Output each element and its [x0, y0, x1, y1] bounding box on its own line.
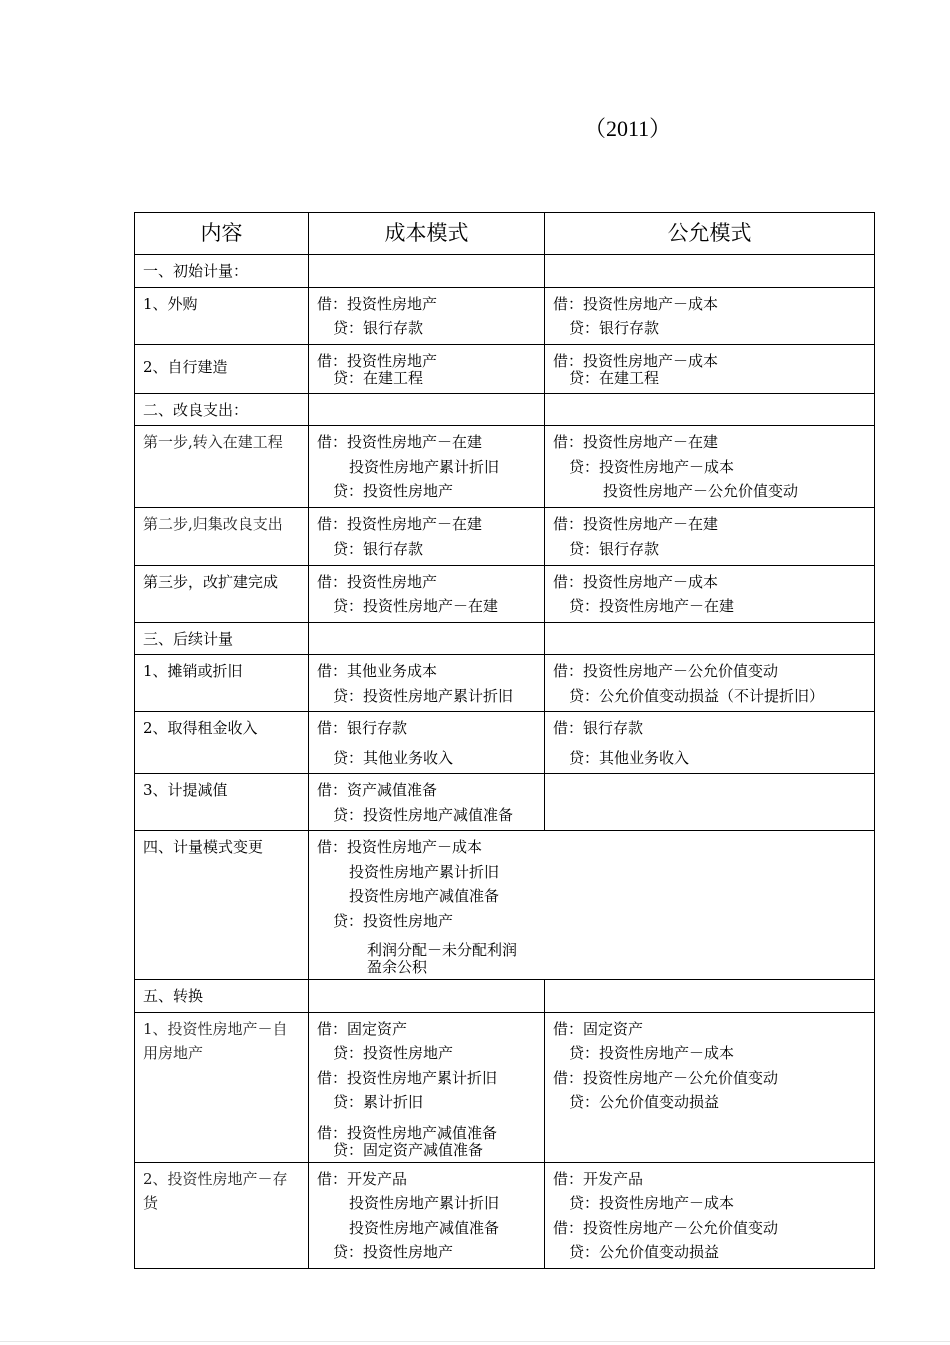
fair-entries [545, 287, 875, 344]
entry-line: 投资性房地产减值准备 [349, 887, 500, 905]
entry-line: 借：投资性房地产－在建 [553, 433, 719, 451]
entry-line: 贷：投资性房地产 [333, 911, 454, 930]
entry-line: 借：投资性房地产 [317, 572, 438, 591]
entry-line: 借：固定资产 [317, 1019, 408, 1038]
entry-line: 贷：投资性房地产－成本 [569, 1194, 735, 1212]
entry-line: 投资性房地产累计折旧 [349, 457, 500, 476]
entry-line: 借：投资性房地产－成本 [553, 294, 719, 313]
row-label: 2、投资性房地产－存货 [135, 1162, 309, 1268]
entry-line: 贷：投资性房地产 [333, 1243, 454, 1261]
entry-line: 借：投资性房地产－成本 [317, 838, 483, 856]
table-row-rental-income [135, 712, 875, 774]
cost-entries [309, 565, 545, 622]
entry-line: 投资性房地产－公允价值变动 [603, 482, 799, 500]
entry-line: 贷：公允价值变动损益 [569, 1093, 720, 1111]
entry-line: 借：投资性房地产减值准备 [317, 1123, 498, 1142]
row-label: 四、计量模式变更 [135, 831, 309, 980]
cost-entries [309, 344, 545, 393]
entry-line: 贷：在建工程 [333, 368, 424, 387]
row-label: 1、外购 [135, 287, 309, 344]
cost-entries [309, 655, 545, 712]
entry-line: 借：固定资产 [553, 1019, 644, 1038]
entry-line: 盈余公积 [367, 958, 428, 976]
fair-entries [545, 712, 875, 774]
entry-line: 投资性房地产累计折旧 [349, 1194, 500, 1212]
change-entries [309, 831, 875, 980]
entry-line: 贷：投资性房地产累计折旧 [333, 686, 514, 705]
entry-line: 借：投资性房地产－公允价值变动 [553, 1218, 779, 1237]
fair-entries [545, 426, 875, 508]
row-label: 3、计提减值 [135, 774, 309, 831]
table-header-row [135, 213, 875, 255]
entry-line: 借：银行存款 [317, 719, 408, 737]
section-row-initial-measurement [135, 255, 875, 288]
fair-entries [545, 1012, 875, 1162]
entry-line: 借：投资性房地产－成本 [553, 351, 719, 370]
header-cost-model: 成本模式 [309, 213, 545, 255]
entry-line: 借：投资性房地产 [317, 351, 438, 370]
table-row-purchase [135, 287, 875, 344]
section-title: 二、改良支出： [135, 393, 309, 426]
fair-entries [545, 1162, 875, 1268]
section-title: 一、初始计量： [135, 255, 309, 288]
cost-entries [309, 774, 545, 831]
entry-line: 借：投资性房地产－公允价值变动 [553, 662, 779, 680]
table-row-to-self-use [135, 1012, 875, 1162]
entry-line: 贷：银行存款 [333, 540, 424, 558]
entry-line: 利润分配－未分配利润 [367, 941, 518, 959]
entry-line: 贷：投资性房地产减值准备 [333, 805, 514, 824]
entry-line: 投资性房地产累计折旧 [349, 862, 500, 881]
entry-line: 借：投资性房地产－成本 [553, 572, 719, 591]
entry-line: 贷：投资性房地产 [333, 482, 454, 500]
entry-line: 贷：其他业务收入 [333, 748, 454, 767]
entry-line: 贷：其他业务收入 [569, 748, 690, 767]
entry-line: 借：投资性房地产－公允价值变动 [553, 1068, 779, 1087]
table-row-step2 [135, 507, 875, 565]
entry-line: 借：投资性房地产 [317, 294, 438, 313]
cost-entries [309, 507, 545, 565]
section-title: 三、后续计量 [135, 622, 309, 655]
entry-line: 贷：投资性房地产－在建 [333, 597, 499, 615]
page-edge-divider [0, 1341, 950, 1342]
entry-line: 借：投资性房地产－在建 [553, 514, 719, 533]
entry-line: 贷：公允价值变动损益 [569, 1243, 720, 1261]
entry-line: 借：投资性房地产－在建 [317, 514, 483, 533]
header-content: 内容 [135, 213, 309, 255]
section-row-improvement [135, 393, 875, 426]
cost-entries [309, 1012, 545, 1162]
fair-entries [545, 565, 875, 622]
table-row-impairment [135, 774, 875, 831]
entry-line: 贷：投资性房地产－在建 [569, 597, 735, 615]
table-row-step1 [135, 426, 875, 508]
investment-property-accounting-table [134, 212, 875, 1269]
cost-entries [309, 712, 545, 774]
row-label: 1、投资性房地产－自用房地产 [135, 1012, 309, 1162]
entry-line: 投资性房地产减值准备 [349, 1218, 500, 1237]
entry-line: 借：开发产品 [317, 1169, 408, 1188]
entry-line: 借：投资性房地产－在建 [317, 433, 483, 451]
entry-line: 贷：银行存款 [569, 540, 660, 558]
table-row-self-build [135, 344, 875, 393]
row-label: 2、取得租金收入 [135, 712, 309, 774]
table-row-depreciation [135, 655, 875, 712]
entry-line: 贷：银行存款 [333, 319, 424, 337]
row-label: 第三步，改扩建完成 [135, 565, 309, 622]
section-row-conversion [135, 980, 875, 1013]
entry-line: 贷：银行存款 [569, 319, 660, 337]
document-year: （2011） [584, 116, 672, 141]
row-label: 第一步,转入在建工程 [135, 426, 309, 508]
entry-line: 贷：累计折旧 [333, 1093, 424, 1111]
section-title: 五、转换 [135, 980, 309, 1013]
table-row-measurement-model-change [135, 831, 875, 980]
row-label: 2、自行建造 [135, 344, 309, 393]
entry-line: 借：银行存款 [553, 719, 644, 737]
entry-line: 借：开发产品 [553, 1169, 644, 1188]
fair-entries [545, 507, 875, 565]
entry-line: 借：资产减值准备 [317, 781, 438, 799]
table-row-step3 [135, 565, 875, 622]
fair-entries [545, 655, 875, 712]
entry-line: 贷：投资性房地产－成本 [569, 457, 735, 476]
header-fair-value-model: 公允模式 [545, 213, 875, 255]
cost-entries [309, 1162, 545, 1268]
entry-line: 借：其他业务成本 [317, 662, 438, 680]
entry-line: 借：投资性房地产累计折旧 [317, 1068, 498, 1087]
row-label: 第二步,归集改良支出 [135, 507, 309, 565]
table-row-to-inventory [135, 1162, 875, 1268]
cost-entries [309, 426, 545, 508]
entry-line: 贷：固定资产减值准备 [333, 1140, 484, 1159]
row-label: 1、摊销或折旧 [135, 655, 309, 712]
cost-entries [309, 287, 545, 344]
entry-line: 贷：投资性房地产 [333, 1044, 454, 1062]
fair-entries-empty [545, 774, 875, 831]
entry-line: 贷：投资性房地产－成本 [569, 1044, 735, 1062]
fair-entries [545, 344, 875, 393]
entry-line: 贷：在建工程 [569, 368, 660, 387]
section-row-subsequent-measurement [135, 622, 875, 655]
entry-line: 贷：公允价值变动损益（不计提折旧） [569, 686, 825, 705]
